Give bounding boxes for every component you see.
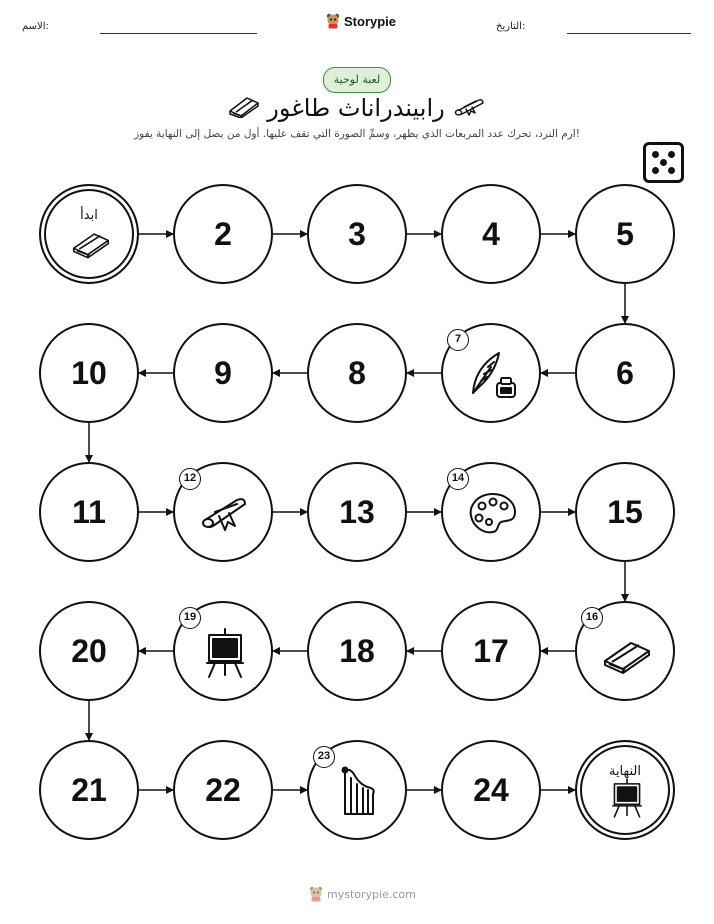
easel-icon xyxy=(605,776,649,820)
cell-number-badge: 12 xyxy=(179,468,201,490)
book-icon xyxy=(599,625,655,681)
board-cell-19 xyxy=(173,601,273,701)
scroll-icon xyxy=(197,486,253,542)
board-cell-4 xyxy=(441,184,541,284)
board-cell-1 xyxy=(39,184,139,284)
board-cell-2 xyxy=(173,184,273,284)
cell-number: 10 xyxy=(71,354,107,391)
brand-name: Storypie xyxy=(344,13,397,29)
cell-number: 4 xyxy=(482,215,500,252)
board-cell-5 xyxy=(575,184,675,284)
cell-number: 18 xyxy=(339,632,375,669)
cell-number: 11 xyxy=(72,493,106,530)
board-cell-9 xyxy=(173,323,273,423)
board-cell-13 xyxy=(307,462,407,562)
board-cell-6 xyxy=(575,323,675,423)
cell-number: 15 xyxy=(607,493,643,530)
board-cell-18 xyxy=(307,601,407,701)
board-cell-3 xyxy=(307,184,407,284)
cell-number: 17 xyxy=(473,632,509,669)
cell-number: 2 xyxy=(214,215,232,252)
board-cell-16 xyxy=(575,601,675,701)
palette-icon xyxy=(465,486,521,542)
board-cell-20 xyxy=(39,601,139,701)
board-cell-7 xyxy=(441,323,541,423)
cell-number: 24 xyxy=(473,771,509,808)
end-label: النهاية xyxy=(608,764,642,779)
cell-number-badge: 14 xyxy=(447,468,469,490)
cell-number: 22 xyxy=(205,771,241,808)
board-cell-10 xyxy=(39,323,139,423)
board-cell-23 xyxy=(307,740,407,840)
cell-number: 13 xyxy=(339,493,375,530)
cell-number: 9 xyxy=(214,354,232,391)
cell-number: 3 xyxy=(348,215,366,252)
cell-number-badge: 16 xyxy=(581,607,603,629)
cell-number: 20 xyxy=(71,632,107,669)
instructions-text: ارم النرد، تحرك عدد المربعات الذي يظهر، وسمِّ الصورة التي تقف عليها. أول من يصل إلى النهاية يفوز! xyxy=(134,128,580,140)
board-cell-21 xyxy=(39,740,139,840)
cell-number-badge: 7 xyxy=(447,329,469,351)
cell-number: 8 xyxy=(348,354,366,391)
footer xyxy=(309,886,416,902)
cell-number-badge: 23 xyxy=(313,746,335,768)
cell-number: 5 xyxy=(616,215,634,252)
board-cell-15 xyxy=(575,462,675,562)
board-cell-14 xyxy=(441,462,541,562)
board-cell-22 xyxy=(173,740,273,840)
date-label: التاريخ: xyxy=(496,21,526,32)
page-title: رابيندراناث طاغور xyxy=(267,94,445,122)
storypie-mascot-icon xyxy=(309,886,323,902)
harp-icon xyxy=(331,764,387,820)
footer-site: mystorypie.com xyxy=(327,887,416,901)
board-cell-8 xyxy=(307,323,407,423)
board-cell-12 xyxy=(173,462,273,562)
book-icon xyxy=(69,220,113,264)
cell-number: 21 xyxy=(71,771,107,808)
board-cell-24 xyxy=(441,740,541,840)
easel-icon xyxy=(197,625,253,681)
game-type-badge: لعبة لوحية xyxy=(323,67,391,93)
start-label: ابدأ xyxy=(80,208,98,223)
board-cell-17 xyxy=(441,601,541,701)
cell-number-badge: 19 xyxy=(179,607,201,629)
board-cell-25 xyxy=(575,740,675,840)
name-label: الاسم: xyxy=(22,21,49,32)
quill-inkpot-icon xyxy=(465,347,521,403)
board-cell-11 xyxy=(39,462,139,562)
cell-number: 6 xyxy=(616,354,634,391)
